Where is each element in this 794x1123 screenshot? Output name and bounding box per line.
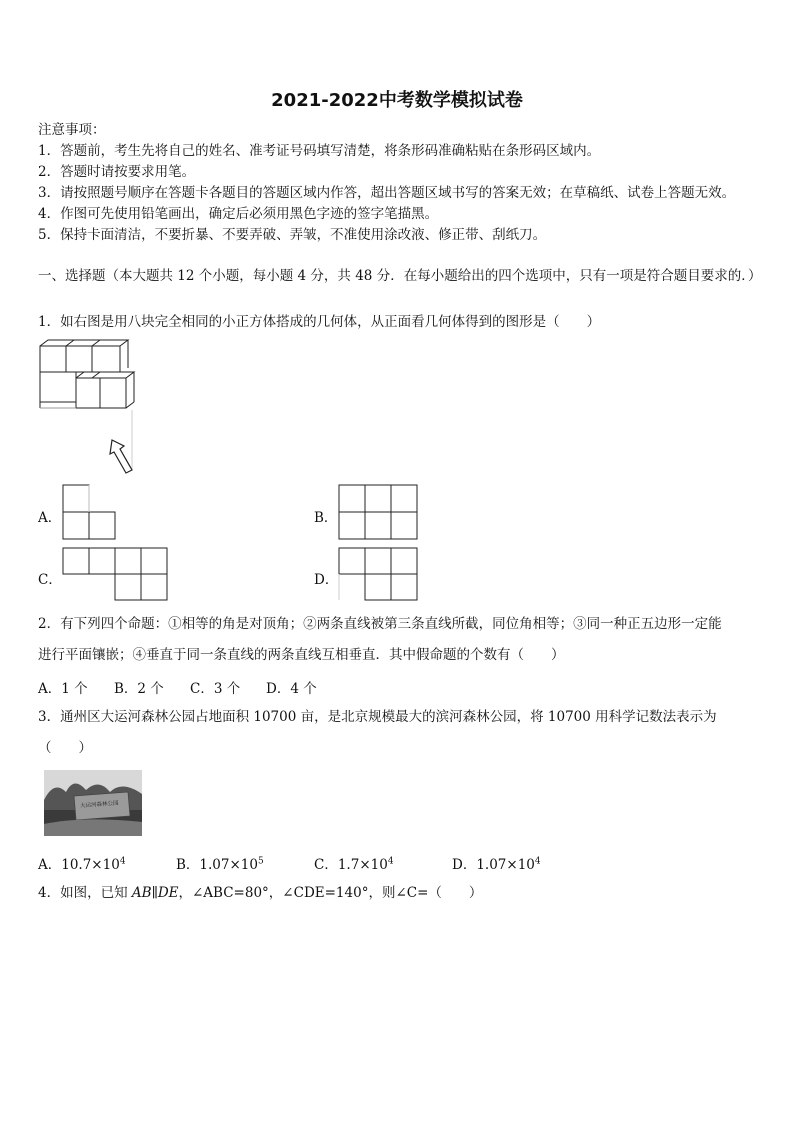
q4-conditions: ，∠ABC=80°，∠CDE=140°，则∠C=（ ） xyxy=(178,885,483,901)
q3-option-a xyxy=(38,853,126,873)
q3-option-c-exponent: 4 xyxy=(387,856,394,867)
park-sign-text: 大运河森林公园 xyxy=(79,800,119,810)
q3-option-b-label: B． xyxy=(176,857,200,873)
q3-option-c-label: C． xyxy=(314,857,338,873)
q2-option-b: B．2 个 xyxy=(114,681,164,697)
q1-option-a-label: A． xyxy=(38,510,62,526)
note-item: 1．答题前，考生先将自己的姓名、准考证号码填写清楚，将条形码准确粘贴在条形码区域内。 xyxy=(38,143,601,159)
question-4-stem xyxy=(38,884,482,902)
question-3-stem-cont: （ ） xyxy=(38,740,92,756)
q3-option-a-base: 10.7×10 xyxy=(61,857,120,873)
q1-option-b-label: B． xyxy=(314,510,338,526)
q3-option-d-exponent: 4 xyxy=(534,856,541,867)
question-2-stem: 2．有下列四个命题：①相等的角是对顶角；②两条直线被第三条直线所截，同位角相等；③同一种正五边形一定能 xyxy=(38,616,722,632)
page-title: 2021-2022中考数学模拟试卷 xyxy=(271,90,523,111)
q3-option-d xyxy=(452,853,541,873)
note-item: 4．作图可先使用铅笔画出，确定后必须用黑色字迹的签字笔描黑。 xyxy=(38,206,439,222)
q3-option-b-exponent: 5 xyxy=(257,856,264,867)
q3-option-a-exponent: 4 xyxy=(119,856,126,867)
q3-option-d-label: D． xyxy=(452,857,477,873)
q4-prefix: 4．如图，已知 xyxy=(38,885,132,901)
q2-option-d: D．4 个 xyxy=(266,681,317,697)
q3-option-a-label: A． xyxy=(38,857,62,873)
q3-option-b-base: 1.07×10 xyxy=(199,857,258,873)
q1-option-d-label: D． xyxy=(314,572,339,588)
note-item: 3．请按照题号顺序在答题卡各题目的答题区域内作答，超出答题区域书写的答案无效；在草稿纸、试卷上答题无效。 xyxy=(38,185,736,201)
q2-option-a: A．1 个 xyxy=(38,681,88,697)
section-heading: 一、选择题（本大题共 12 个小题，每小题 4 分，共 48 分．在每小题给出的四个选项中，只有一项是符合题目要求的．） xyxy=(38,268,762,284)
q1-option-a-figure xyxy=(62,484,118,542)
q1-option-c-label: C． xyxy=(38,572,62,588)
park-photo xyxy=(44,770,142,836)
question-3-stem: 3．通州区大运河森林公园占地面积 10700 亩，是北京规模最大的滨河森林公园，将 10700 用科学记数法表示为 xyxy=(38,709,717,725)
q3-option-b xyxy=(176,853,264,873)
q1-option-c-figure xyxy=(62,547,170,603)
q4-parallel-symbol: ∥ xyxy=(151,885,158,901)
question-1-stem: 1．如右图是用八块完全相同的小正方体搭成的几何体，从正面看几何体得到的图形是（ ） xyxy=(38,314,601,330)
q2-option-c: C．3 个 xyxy=(190,681,241,697)
notes-heading: 注意事项： xyxy=(38,122,106,138)
note-item: 2．答题时请按要求用笔。 xyxy=(38,164,196,180)
q1-solid-figure xyxy=(38,340,138,475)
q1-option-b-figure xyxy=(338,484,420,542)
q3-option-d-base: 1.07×10 xyxy=(476,857,535,873)
q3-option-c-base: 1.7×10 xyxy=(337,857,388,873)
q3-option-c xyxy=(314,853,394,873)
q4-segment-de: DE xyxy=(157,885,179,901)
q4-segment-ab: AB xyxy=(131,885,152,901)
q1-option-d-figure xyxy=(338,547,420,603)
note-item: 5．保持卡面清洁，不要折暴、不要弄破、弄皱，不准使用涂改液、修正带、刮纸刀。 xyxy=(38,227,547,243)
question-2-stem-cont: 进行平面镶嵌；④垂直于同一条直线的两条直线互相垂直．其中假命题的个数有（ ） xyxy=(38,647,565,663)
